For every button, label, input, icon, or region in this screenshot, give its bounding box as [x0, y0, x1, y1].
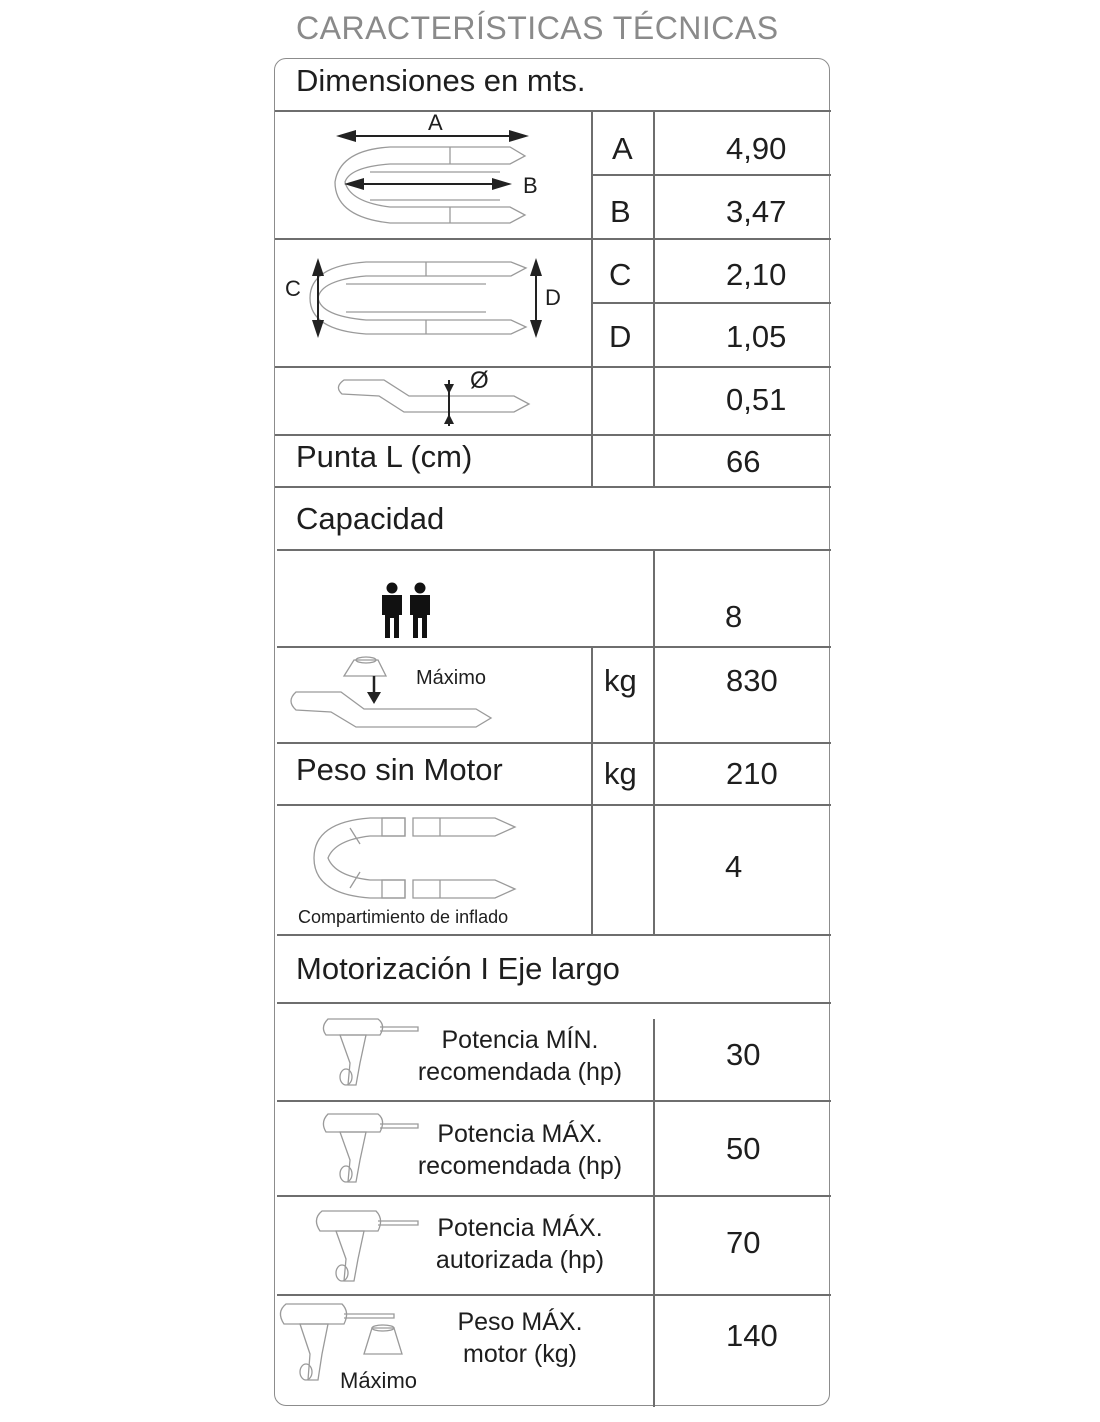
dim-label: B — [610, 194, 631, 229]
dim-value: 0,51 — [726, 382, 787, 417]
motor-max-power-value: 50 — [726, 1131, 761, 1166]
divider — [593, 174, 831, 176]
divider — [277, 1100, 831, 1102]
weight-unit: kg — [604, 756, 637, 791]
motor-label-line: recomendada (hp) — [417, 1058, 623, 1086]
motor-min-power-label — [400, 1024, 640, 1088]
label-b: B — [523, 173, 538, 198]
divider — [277, 742, 831, 744]
divider — [277, 1294, 831, 1296]
motor-weight-caption: Máximo — [340, 1368, 418, 1393]
boat-load-icon — [286, 654, 496, 734]
divider — [277, 804, 831, 806]
label-d: D — [545, 285, 561, 310]
divider — [275, 434, 831, 436]
max-load-unit: kg — [604, 663, 637, 698]
boat-width-view-icon — [306, 254, 546, 344]
motor-max-weight-value: 140 — [726, 1318, 778, 1353]
divider — [277, 549, 831, 551]
compartments-caption: Compartimiento de inflado — [298, 907, 509, 927]
motor-label-line: autorizada (hp) — [435, 1246, 605, 1274]
divider — [275, 366, 831, 368]
motor-label-line: Potencia MÁX. — [437, 1214, 603, 1242]
divider — [593, 302, 831, 304]
label-a: A — [428, 110, 443, 135]
two-persons-icon — [378, 582, 436, 640]
motor-max-power-label — [400, 1118, 640, 1182]
divider — [275, 486, 831, 488]
motor-label-line: Potencia MÁX. — [437, 1120, 603, 1148]
motor-heading: Motorización I Eje largo — [296, 951, 620, 986]
column-divider — [653, 110, 655, 486]
dim-label: A — [612, 131, 633, 166]
motor-max-authorized-label — [400, 1212, 640, 1276]
motor-max-weight-label — [400, 1306, 640, 1370]
motor-label-line: motor (kg) — [463, 1340, 577, 1368]
divider — [277, 934, 831, 936]
dim-value: 4,90 — [726, 131, 787, 166]
dim-label: C — [609, 257, 632, 292]
tip-value: 66 — [726, 444, 761, 479]
dim-value: 1,05 — [726, 319, 787, 354]
compartments-value: 4 — [725, 849, 743, 884]
dim-label: D — [609, 319, 632, 354]
column-divider — [653, 549, 655, 934]
divider — [275, 238, 831, 240]
column-divider — [653, 1019, 655, 1407]
column-divider — [591, 646, 593, 934]
inflation-compartments-icon — [310, 814, 525, 902]
motor-label-line: Peso MÁX. — [457, 1308, 583, 1336]
persons-value: 8 — [725, 599, 743, 634]
weight-value: 210 — [726, 756, 778, 791]
capacity-heading: Capacidad — [296, 501, 445, 536]
divider — [277, 646, 831, 648]
label-diameter: Ø — [470, 367, 489, 394]
dimensions-heading: Dimensiones en mts. — [296, 63, 586, 98]
motor-min-power-value: 30 — [726, 1037, 761, 1072]
divider — [277, 1002, 831, 1004]
dim-value: 2,10 — [726, 257, 787, 292]
page-title: CARACTERÍSTICAS TÉCNICAS — [296, 10, 779, 46]
label-c: C — [285, 276, 301, 301]
column-divider — [591, 110, 593, 486]
tube-diameter-icon — [334, 372, 534, 430]
motor-label-line: recomendada (hp) — [417, 1152, 623, 1180]
motor-label-line: Potencia MÍN. — [441, 1026, 599, 1054]
max-load-value: 830 — [726, 663, 778, 698]
max-load-caption: Máximo — [416, 667, 487, 689]
divider — [277, 1195, 831, 1197]
weight-label: Peso sin Motor — [296, 752, 503, 787]
dim-value: 3,47 — [726, 194, 787, 229]
tip-label: Punta L (cm) — [296, 439, 473, 474]
motor-max-authorized-value: 70 — [726, 1225, 761, 1260]
